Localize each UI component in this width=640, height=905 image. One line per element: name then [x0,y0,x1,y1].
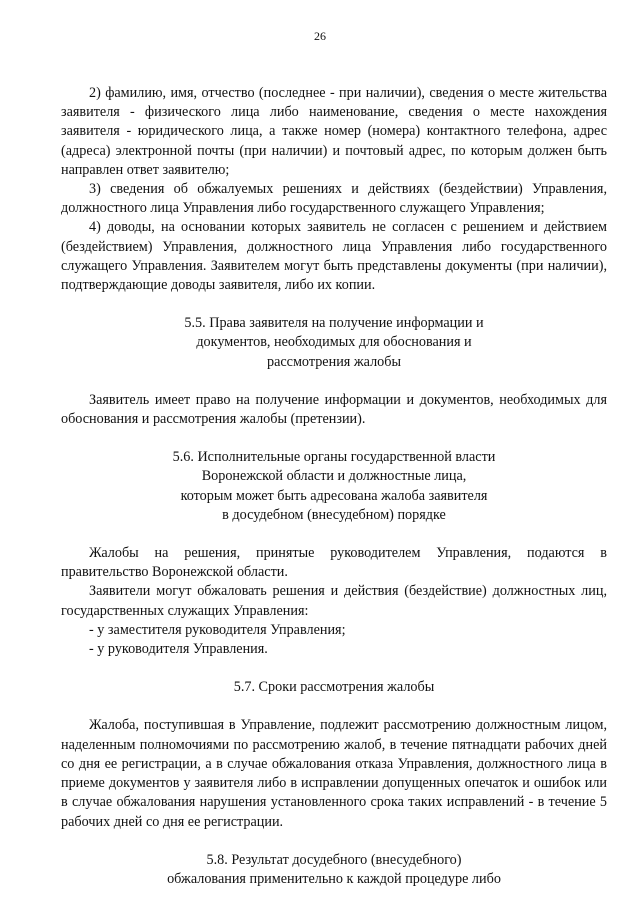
paragraph-complaint-item-4: 4) доводы, на основании которых заявитель не согласен с решением и действием (бездействием) Управления, должностного лица Управления либо государственного служащего Управления. Заявителем могут быть представлены документы (при наличии), подтверждающие доводы заявителя, либо их копии. [61,219,607,294]
list-item-head: - у руководителя Управления. [89,641,268,658]
list-item-deputy-head: - у заместителя руководителя Управления; [89,621,346,638]
page-number: 26 [314,29,326,43]
heading-line: 5.6. Исполнительные органы государственной власти [172,449,496,466]
heading-line: рассмотрения жалобы [266,353,402,370]
section-heading-5-7 [61,678,607,697]
paragraph-appeal-officials: Заявители могут обжаловать решения и действия (бездействие) должностных лиц, государственных служащих Управления: [61,583,607,619]
paragraph-review-deadlines: Жалоба, поступившая в Управление, подлежит рассмотрению должностным лицом, наделенным полномочиями по рассмотрению жалоб, в течение пятнадцати рабочих дней со дня ее регистрации, а в случае обжалования отказа Управления, должностного лица в приеме документов у заявителя либо в исправлении допущенных опечаток и ошибок или в случае обжалования нарушения установленного срока таких исправлений - в течение 5 рабочих дней со дня ее регистрации. [61,717,607,830]
section-heading-5-5 [61,314,607,372]
heading-line: 5.5. Права заявителя на получение информации и [184,315,484,332]
paragraph-complaints-to-government: Жалобы на решения, принятые руководителем Управления, подаются в правительство Воронежской области. [61,545,607,581]
heading-line: обжалования применительно к каждой процедуре либо [167,870,501,887]
section-heading-5-8 [61,851,607,889]
paragraph-complaint-item-3: 3) сведения об обжалуемых решениях и действиях (бездействии) Управления, должностного лица Управления либо государственного служащего Управления; [61,181,607,217]
paragraph-right-to-information: Заявитель имеет право на получение информации и документов, необходимых для обоснования и рассмотрения жалобы (претензии). [61,391,607,428]
paragraph-complaint-item-2: 2) фамилию, имя, отчество (последнее - при наличии), сведения о месте жительства заявителя - физического лица либо наименование, сведения о месте нахождения заявителя - юридического лица, а также номер (номера) контактного телефона, адрес (адреса) электронной почты (при наличии) и почтовый адрес, по которым должен быть направлен ответ заявителю; [61,85,607,178]
section-heading-5-6 [61,448,607,525]
heading-line: Воронежской области и должностные лица, [201,468,467,485]
heading-line: 5.8. Результат досудебного (внесудебного) [206,851,462,868]
heading-line: документов, необходимых для обоснования и [196,334,472,351]
heading-line: в досудебном (внесудебном) порядке [222,506,446,523]
heading-line: 5.7. Сроки рассмотрения жалобы [233,679,435,696]
heading-line: которым может быть адресована жалоба заявителя [180,487,488,504]
document-body [61,84,607,889]
